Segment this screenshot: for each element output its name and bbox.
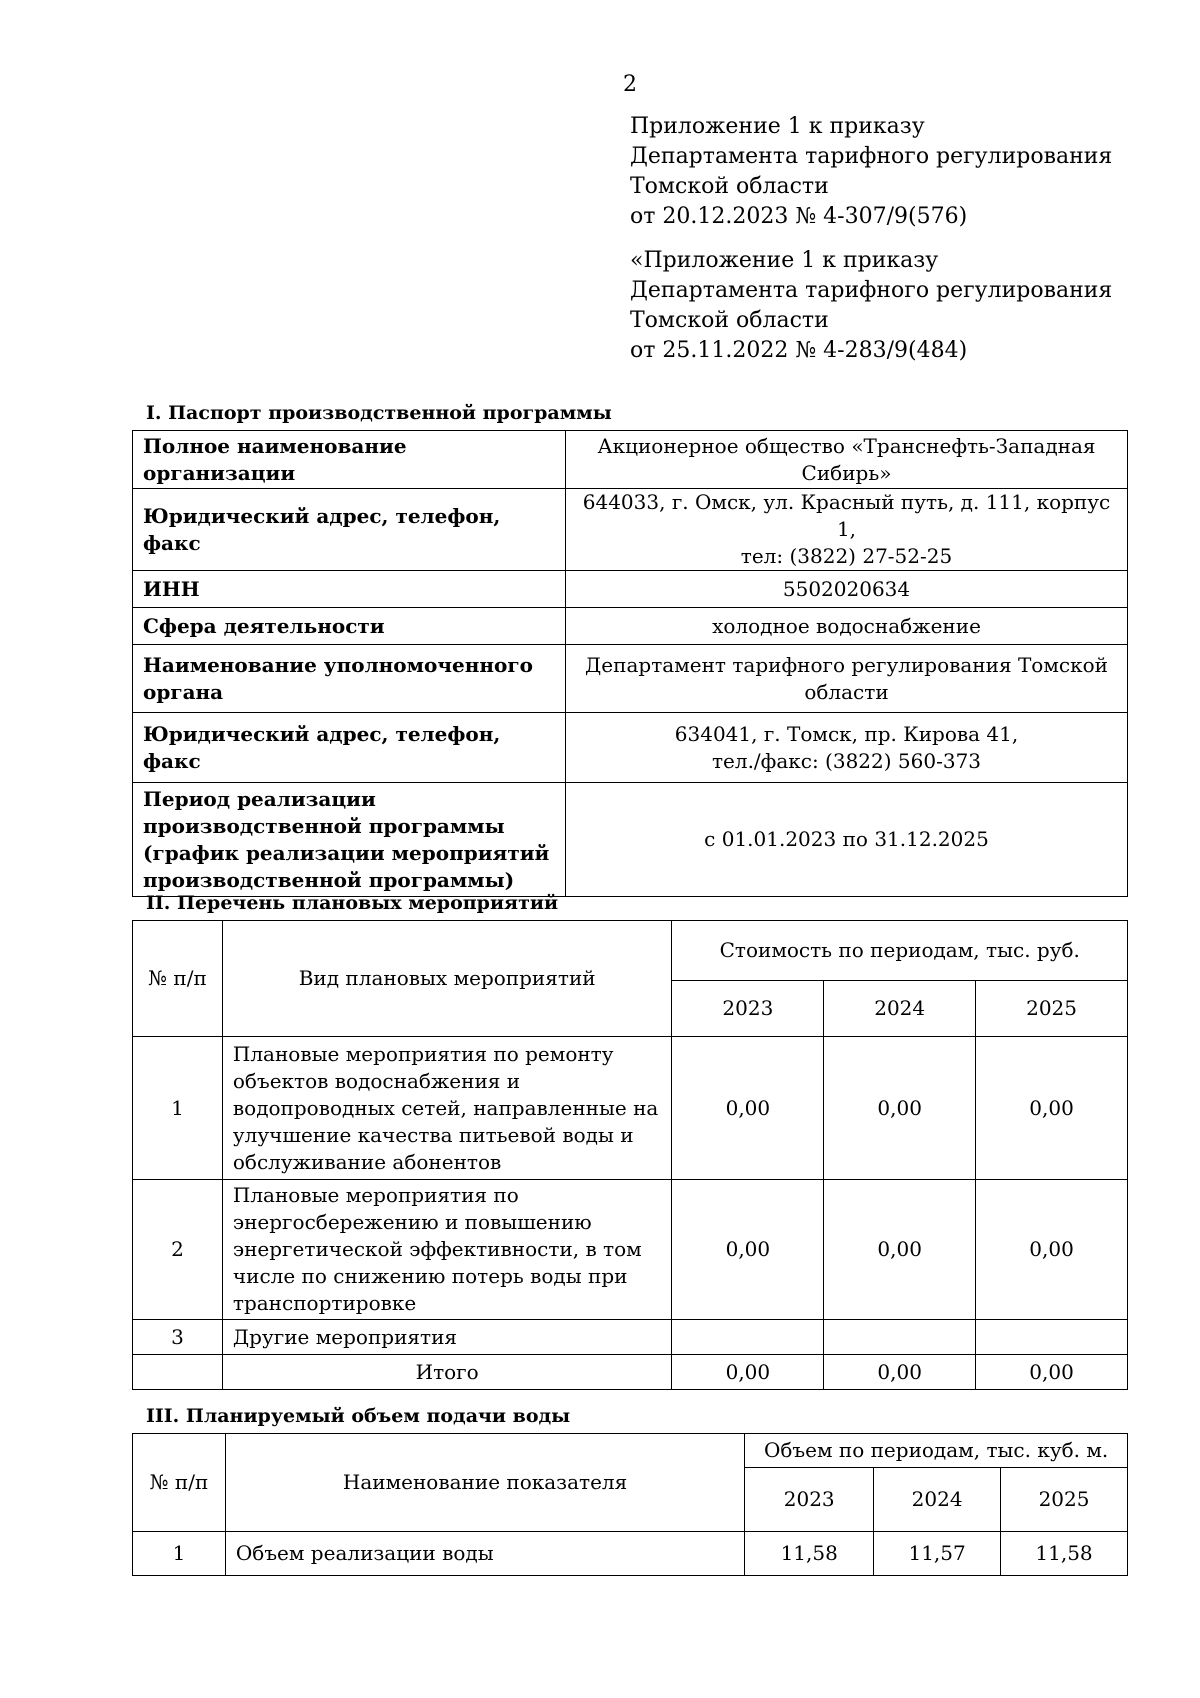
header-year: 2024 xyxy=(824,981,976,1037)
page-number: 2 xyxy=(623,72,637,97)
table-row xyxy=(133,645,1128,713)
total-value: 0,00 xyxy=(976,1355,1128,1390)
water-volume-table xyxy=(132,1433,1128,1576)
passport-key: Период реализации производственной программы (график реализации мероприятий производственной программы) xyxy=(133,783,566,897)
appendix-line: от 20.12.2023 № 4-307/9(576) xyxy=(630,204,968,229)
row-value: 0,00 xyxy=(672,1180,824,1320)
table-row xyxy=(133,608,1128,645)
passport-key: Сфера деятельности xyxy=(133,608,566,645)
passport-key: Юридический адрес, телефон, факс xyxy=(133,489,566,571)
header-name: Вид плановых мероприятий xyxy=(222,921,672,1037)
row-value: 0,00 xyxy=(672,1037,824,1180)
passport-value: 5502020634 xyxy=(566,571,1128,608)
header-year: 2023 xyxy=(745,1468,874,1532)
table-total-row xyxy=(133,1355,1128,1390)
table-row xyxy=(133,431,1128,489)
header-year: 2023 xyxy=(672,981,824,1037)
row-num: 2 xyxy=(133,1180,223,1320)
appendix-line: Томской области xyxy=(630,174,829,199)
passport-table xyxy=(132,430,1128,897)
table-row xyxy=(133,713,1128,783)
total-empty xyxy=(133,1355,223,1390)
row-num: 1 xyxy=(133,1532,226,1576)
table-row xyxy=(133,489,1128,571)
table-row xyxy=(133,1532,1128,1576)
row-value: 11,57 xyxy=(874,1532,1001,1576)
appendix-line: «Приложение 1 к приказу xyxy=(630,248,939,273)
row-value: 0,00 xyxy=(976,1180,1128,1320)
row-num: 3 xyxy=(133,1320,223,1355)
row-value xyxy=(672,1320,824,1355)
row-value xyxy=(824,1320,976,1355)
header-year: 2025 xyxy=(976,981,1128,1037)
row-value: 11,58 xyxy=(1001,1532,1128,1576)
passport-key: Юридический адрес, телефон, факс xyxy=(133,713,566,783)
header-num: № п/п xyxy=(133,1434,226,1532)
total-value: 0,00 xyxy=(824,1355,976,1390)
row-value: 0,00 xyxy=(824,1037,976,1180)
appendix-line: Департамента тарифного регулирования xyxy=(630,278,1113,303)
table-row xyxy=(133,1320,1128,1355)
header-volume: Объем по периодам, тыс. куб. м. xyxy=(745,1434,1128,1468)
passport-value: Акционерное общество «Транснефть-Западная Сибирь» xyxy=(566,431,1128,489)
appendix-line: Приложение 1 к приказу xyxy=(630,114,925,139)
table-header-row xyxy=(133,1434,1128,1468)
passport-value: с 01.01.2023 по 31.12.2025 xyxy=(566,783,1128,897)
header-name: Наименование показателя xyxy=(225,1434,744,1532)
row-value: 0,00 xyxy=(976,1037,1128,1180)
row-num: 1 xyxy=(133,1037,223,1180)
row-name: Плановые мероприятия по энергосбережению и повышению энергетической эффективности, в том числе по снижению потерь воды при транспортировке xyxy=(222,1180,672,1320)
table-header-row xyxy=(133,921,1128,981)
table-row xyxy=(133,783,1128,897)
table-row xyxy=(133,1180,1128,1320)
table-row xyxy=(133,1037,1128,1180)
header-num: № п/п xyxy=(133,921,223,1037)
total-value: 0,00 xyxy=(672,1355,824,1390)
row-value: 0,00 xyxy=(824,1180,976,1320)
appendix-current xyxy=(630,112,1112,232)
header-year: 2025 xyxy=(1001,1468,1128,1532)
passport-value: 644033, г. Омск, ул. Красный путь, д. 111, корпус 1, тел: (3822) 27-52-25 xyxy=(566,489,1128,571)
measures-table xyxy=(132,920,1128,1390)
appendix-line: от 25.11.2022 № 4-283/9(484) xyxy=(630,338,968,363)
row-value: 11,58 xyxy=(745,1532,874,1576)
appendix-line: Департамента тарифного регулирования xyxy=(630,144,1113,169)
passport-value: Департамент тарифного регулирования Томской области xyxy=(566,645,1128,713)
section-2-title: II. Перечень плановых мероприятий xyxy=(146,892,559,914)
passport-key: Наименование уполномоченного органа xyxy=(133,645,566,713)
table-row xyxy=(133,571,1128,608)
section-1-title: I. Паспорт производственной программы xyxy=(146,402,612,424)
header-year: 2024 xyxy=(874,1468,1001,1532)
appendix-previous xyxy=(630,246,1112,366)
total-label: Итого xyxy=(222,1355,672,1390)
row-name: Другие мероприятия xyxy=(222,1320,672,1355)
section-3-title: III. Планируемый объем подачи воды xyxy=(146,1405,571,1427)
passport-value: холодное водоснабжение xyxy=(566,608,1128,645)
header-cost: Стоимость по периодам, тыс. руб. xyxy=(672,921,1128,981)
passport-key: Полное наименование организации xyxy=(133,431,566,489)
row-value xyxy=(976,1320,1128,1355)
passport-value: 634041, г. Томск, пр. Кирова 41, тел./факс: (3822) 560-373 xyxy=(566,713,1128,783)
passport-key: ИНН xyxy=(133,571,566,608)
row-name: Плановые мероприятия по ремонту объектов водоснабжения и водопроводных сетей, направленные на улучшение качества питьевой воды и обслуживание абонентов xyxy=(222,1037,672,1180)
appendix-line: Томской области xyxy=(630,308,829,333)
row-name: Объем реализации воды xyxy=(225,1532,744,1576)
